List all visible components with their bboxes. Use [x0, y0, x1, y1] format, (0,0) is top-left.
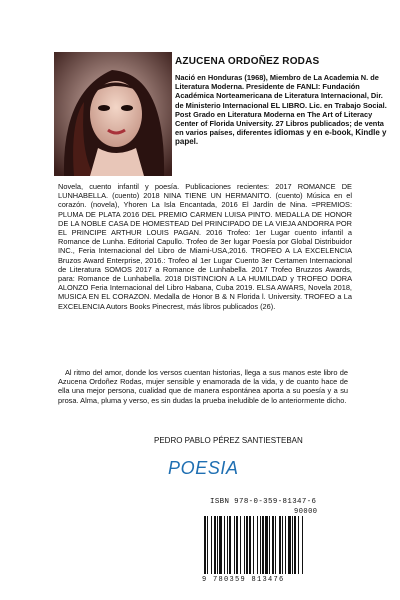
barcode-bar [217, 516, 218, 574]
barcode-bar [207, 516, 208, 574]
barcode-bar [262, 516, 264, 574]
barcode-bar [265, 516, 268, 574]
barcode-bar [272, 516, 274, 574]
barcode-bar [229, 516, 231, 574]
barcode-bar [236, 516, 238, 574]
barcode-bar [294, 516, 296, 574]
author-bio-text: Nació en Honduras (1968), Miembro de La Academia N. de Literatura Moderna. Presidente de FANLI: Fundación Académica Norteamericana de Literatura Internacional, Dir. de Ministerio Internacional EL LIBRO. Lic. en Trabajo Social. Post Grado en Literatura Moderna en The Art of Literacy Center of Florida University. 27 Libros publicados; de venta en varios países, diferentes [175, 73, 387, 138]
barcode-bar [240, 516, 241, 574]
barcode-bar [234, 516, 235, 574]
barcode-bar [302, 516, 303, 574]
barcode-bar [288, 516, 291, 574]
barcode-bar [219, 516, 222, 574]
barcode-bar [253, 516, 254, 574]
publications-text: Novela, cuento infantil y poesía. Publicaciones recientes: 2017 ROMANCE DE LUNHABELLA. (cuento) 2018 NINA TIENE UN HERMANITO. (cuento) Música en el corazón. (novela), Yhoren La Isla Encantada, 2016 El Jardín de Nina. =PREMIOS: PLUMA DE PLATA 2016 DEL PREMIO CARMEN LUISA PINTO. MEDALLA DE HONOR DE LA NOBLE CASA DE HOMESTEAD Del PRINCIPADO DE LA VIEJA ANDORRA POR EL PRINCIPE ARTHUR LOUIS PAGAN. 2016 Trofeo: 1er Lugar cuento infantil a Romance de Lunha. Editorial Capullo. Trofeo de 3er lugar Poesía por Global Distribuidor INC., Feria Internacional del Libro de Miami-USA,2016. TROFEO A LA EXCELENCIA Bruzos Award Enterprise, 2016.: Trofeo al 1er Lugar Cuento 3er Certamen Internacional de Literatura SOMOS 2017 a Romance de Lunhabella. 2017 Trofeo Bruzzos Awards, para: Romance de Lunhabella. 2018 DISTINCION A LA HUMILDAD y TROFEO DORA ALONZO Feria Internacional del Libro Habana, Cuba 2019. ELSA AWARS, Novela 2018, MUSICA EN EL CORAZON. Medalla de Honor B & N Florida l. University. TROFEO a La EXCELENCIA Autors Books Pinecrest, más libros publicados (26). [58, 182, 352, 311]
barcode-bar [260, 516, 261, 574]
author-portrait-image [54, 52, 172, 176]
barcode-bars-image [202, 516, 346, 576]
barcode-bar [211, 516, 212, 574]
author-name: AZUCENA ORDOÑEZ RODAS [175, 56, 320, 67]
barcode-bar [249, 516, 251, 574]
barcode-bar [275, 516, 276, 574]
barcode-digits: 9 780359 813476 [202, 576, 285, 584]
price-code: 90000 [294, 508, 318, 516]
genre-label: POESIA [168, 458, 239, 478]
barcode-bar [246, 516, 248, 574]
barcode-bar [285, 516, 286, 574]
review-signature: PEDRO PABLO PÉREZ SANTIESTEBAN [154, 436, 303, 445]
author-bio [175, 73, 390, 147]
isbn-text: ISBN 978-0-359-81347-6 [210, 498, 317, 506]
author-photo [54, 52, 172, 176]
barcode-bar [204, 516, 206, 574]
barcode-bar [269, 516, 270, 574]
barcode-bar [292, 516, 293, 574]
barcode-bar [282, 516, 283, 574]
barcode-bar [298, 516, 299, 574]
barcode-bar [279, 516, 281, 574]
barcode-bar [214, 516, 216, 574]
author-bio-formats: idiomas y en e-book, Kindle y papel. [175, 128, 387, 147]
barcode-bar [244, 516, 245, 574]
review-quote: Al ritmo del amor, donde los versos cuentan historias, llega a sus manos este libro de Azucena Ordoñez Rodas, mujer sensible y enamorada de la vida, y de cuanto hace de ella una mejor persona, cualidad que de manera espontánea aporta a su poesía y a su prosa. Alma, pluma y verso, es sin dudas la prueba ineludible de lo anteriormente dicho. [58, 368, 348, 405]
barcode-bar [227, 516, 228, 574]
barcode-bar [224, 516, 225, 574]
isbn-barcode [198, 498, 350, 590]
barcode-bar [257, 516, 258, 574]
